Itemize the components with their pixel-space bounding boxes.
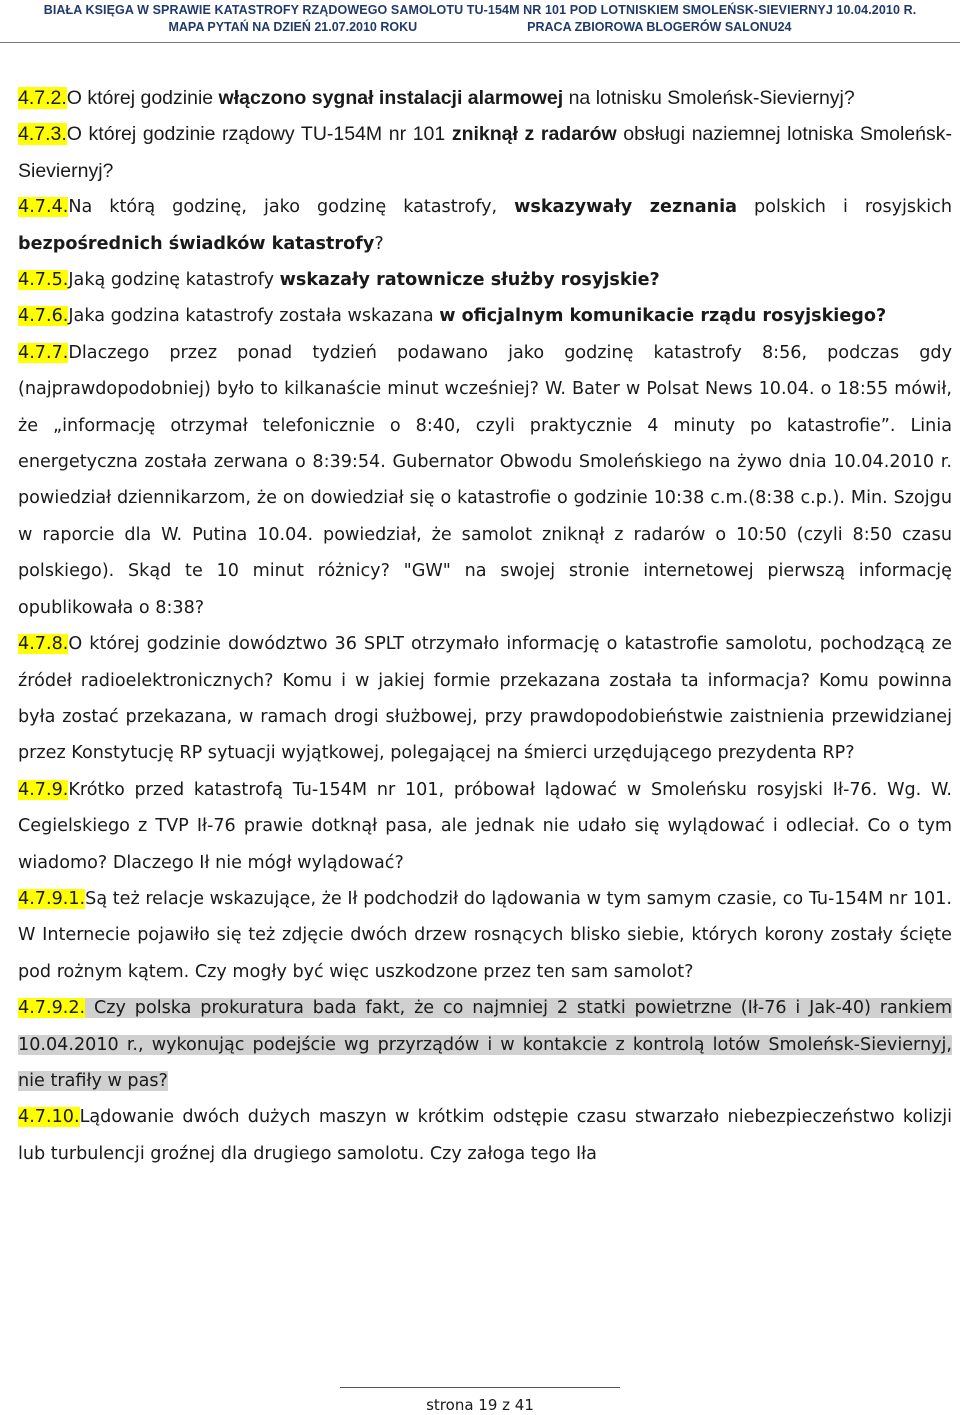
question-4-7-3 [18, 116, 952, 189]
item-text-highlighted: Czy polska prokuratura bada fakt, że co najmniej 2 statki powietrzne (Ił-76 i Jak-40) rankiem 10.04.2010 r., wykonując podejście wg przyrządów i w kontakcie z kontrolą lotów Smoleńsk-Sieviernyj, nie trafiły w pas? [18, 998, 952, 1091]
header-authors: PRACA ZBIOROWA BLOGERÓW SALONU24 [527, 20, 792, 34]
header-divider [0, 42, 960, 43]
item-number: 4.7.4. [18, 197, 69, 218]
item-number: 4.7.9.1. [18, 888, 86, 909]
item-bold-text: w oficjalnym komunikacie rządu rosyjskiego? [439, 306, 887, 327]
question-4-7-2 [18, 80, 952, 116]
item-bold-text: bezpośrednich świadków katastrofy [18, 233, 375, 254]
question-4-7-8 [18, 626, 952, 772]
item-text: O której godzinie rządowy TU-154M nr 101 [66, 123, 452, 146]
item-text: Lądowanie dwóch dużych maszyn w krótkim odstępie czasu stwarzało niebezpieczeństwo kolizji lub turbulencji groźnej dla drugiego samolotu. Czy załoga tego Iła [18, 1107, 952, 1164]
item-text: obsługi naziemnej lotniska Smoleńsk-Sieviernyj? [18, 123, 952, 182]
item-bold-text: włączono sygnał instalacji alarmowej [218, 87, 564, 109]
question-4-7-6 [18, 298, 952, 334]
header-map-date: MAPA PYTAŃ NA DZIEŃ 21.07.2010 ROKU [168, 20, 418, 34]
header-subtitle [0, 19, 960, 36]
item-text: Jaką godzinę katastrofy [68, 270, 280, 291]
item-text: na lotnisku Smoleńsk-Sieviernyj? [563, 87, 855, 109]
item-text: polskich i rosyjskich [737, 197, 952, 218]
document-body [18, 80, 952, 1172]
item-text: Na którą godzinę, jako godzinę katastrofy, [68, 197, 515, 218]
item-number: 4.7.7. [18, 342, 69, 363]
item-bold-text: wskazywały zeznania [514, 197, 738, 218]
item-number: 4.7.9.2. [18, 998, 86, 1019]
question-4-7-7 [18, 335, 952, 626]
question-4-7-9-1 [18, 881, 952, 990]
question-4-7-9 [18, 772, 952, 881]
question-4-7-10 [18, 1099, 952, 1172]
question-4-7-5 [18, 262, 952, 298]
item-text: Dlaczego przez ponad tydzień podawano jako godzinę katastrofy 8:56, podczas gdy (najprawdopodobniej) było to kilkanaście minut wcześniej? W. Bater w Polsat News 10.04. o 18:55 mówił, że „informację otrzymał telefonicznie o 8:40, czyli praktycznie 4 minuty po katastrofie”. Linia energetyczna została zerwana o 8:39:54. Gubernator Obwodu Smoleńskiego na żywo dnia 10.04.2010 r. powiedział dziennikarzom, że on dowiedział się o katastrofie o godzinie 10:38 c.m.(8:38 c.p.). Min. Szojgu w raporcie dla W. Putina 10.04. powiedział, że samolot zniknął z radarów o 10:50 (czyli 8:50 czasu polskiego). Skąd te 10 minut różnicy? "GW" na swojej stronie internetowej pierwszą informację opublikowała o 8:38? [18, 342, 952, 618]
item-number: 4.7.2. [18, 87, 67, 109]
item-number: 4.7.10. [18, 1107, 80, 1128]
page-number: strona 19 z 41 [426, 1396, 534, 1414]
item-number: 4.7.5. [18, 270, 69, 291]
item-bold-text: zniknął z radarów [451, 123, 617, 146]
item-bold-text: wskazały ratownicze służby rosyjskie? [279, 270, 660, 291]
item-text: O której godzinie [66, 87, 219, 109]
item-text: Są też relacje wskazujące, że Ił podchodził do lądowania w tym samym czasie, co Tu-154M nr 101. W Internecie pojawiło się też zdjęcie dwóch drzew rosnących blisko siebie, których korony zostały ścięte pod rożnym kątem. Czy mogły być więc uszkodzone przez ten sam samolot? [18, 888, 952, 982]
item-text: O której godzinie dowództwo 36 SPLT otrzymało informację o katastrofie samolotu, pochodzącą ze źródeł radioelektronicznych? Komu i w jakiej formie przekazana została ta informacja? Komu powinna była zostać przekazana, w ramach drogi służbowej, przy prawdopodobieństwie zaistnienia przewidzianej przez Konstytucję RP sytuacji wyjątkowej, polegającej na śmierci urzędującego prezydenta RP? [18, 634, 952, 764]
question-4-7-4 [18, 189, 952, 262]
item-number: 4.7.3. [18, 123, 67, 146]
item-number: 4.7.8. [18, 634, 69, 655]
item-number: 4.7.9. [18, 779, 69, 800]
page-footer [0, 1395, 960, 1415]
item-number: 4.7.6. [18, 306, 69, 327]
page-header [0, 0, 960, 38]
item-text: Jaka godzina katastrofy została wskazana [68, 306, 440, 327]
question-4-7-9-2 [18, 990, 952, 1099]
header-title: BIAŁA KSIĘGA W SPRAWIE KATASTROFY RZĄDOWEGO SAMOLOTU TU-154M NR 101 POD LOTNISKIEM SMOLEŃSK-SIEVIERNYJ 10.04.2010 R. [43, 3, 917, 17]
item-text: ? [374, 233, 384, 254]
item-text: Krótko przed katastrofą Tu-154M nr 101, próbował lądować w Smoleńsku rosyjski Ił-76. Wg. W. Cegielskiego z TVP Ił-76 prawie dotknął pasa, ale jednak nie udało się wylądować i odleciał. Co o tym wiadomo? Dlaczego Ił nie mógł wylądować? [18, 779, 952, 873]
footer-divider [340, 1387, 620, 1388]
